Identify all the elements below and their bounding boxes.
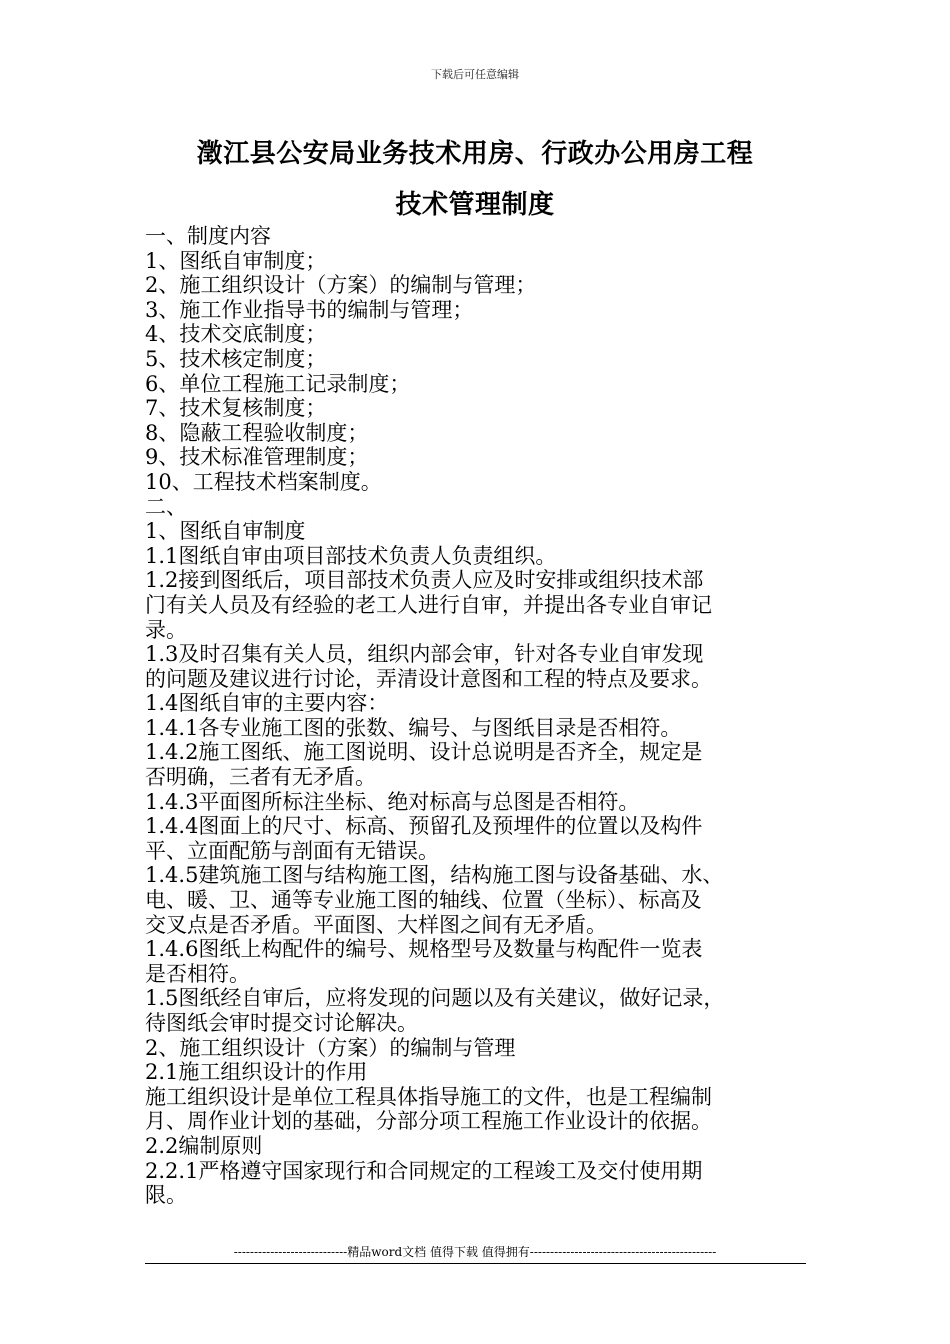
- document-body: [145, 224, 815, 1208]
- text-line: 2.2编制原则: [145, 1133, 263, 1158]
- text-line: 9、技术标准管理制度；: [145, 445, 369, 470]
- text-line: 施工组织设计是单位工程具体指导施工的文件，也是工程编制: [145, 1084, 712, 1109]
- text-line: 1.2接到图纸后，项目部技术负责人应及时安排或组织技术部: [145, 568, 704, 593]
- document-title: 澂江县公安局业务技术用房、行政办公用房工程: [196, 139, 754, 169]
- text-line: 1.1图纸自审由项目部技术负责人负责组织。: [145, 543, 557, 568]
- text-line: 电、暖、卫、通等专业施工图的轴线、位置（坐标）、标高及: [145, 888, 702, 913]
- text-line: 平、立面配筋与剖面有无错误。: [145, 838, 439, 863]
- text-line: 1.3及时召集有关人员，组织内部会审，针对各专业自审发现: [145, 642, 704, 667]
- text-line: 8、隐蔽工程验收制度；: [145, 420, 369, 445]
- text-line: 1.4.5建筑施工图与结构施工图，结构施工图与设备基础、水、: [145, 863, 724, 888]
- text-line: 1.4图纸自审的主要内容：: [145, 691, 389, 716]
- text-line: 1.4.4图面上的尺寸、标高、预留孔及预埋件的位置以及构件: [145, 814, 703, 839]
- document-subtitle: 技术管理制度: [395, 190, 555, 220]
- text-line: 交叉点是否矛盾。平面图、大样图之间有无矛盾。: [145, 912, 607, 937]
- text-line: 4、技术交底制度；: [145, 322, 327, 347]
- text-line: 2、施工组织设计（方案）的编制与管理: [145, 1035, 516, 1060]
- text-line: 2、施工组织设计（方案）的编制与管理；: [145, 273, 537, 298]
- text-line: 3、施工作业指导书的编制与管理；: [145, 297, 474, 322]
- text-line: 录。: [145, 617, 187, 642]
- text-line: 否明确，三者有无矛盾。: [145, 765, 376, 790]
- text-line: 1.4.6图纸上构配件的编号、规格型号及数量与构配件一览表: [145, 937, 703, 962]
- text-line: 2.1施工组织设计的作用: [145, 1060, 368, 1085]
- header-note: 下载后可任意编辑: [431, 68, 519, 81]
- text-line: 月、周作业计划的基础，分部分项工程施工作业设计的依据。: [145, 1109, 712, 1134]
- text-line: 1.4.2施工图纸、施工图说明、设计总说明是否齐全，规定是: [145, 740, 703, 765]
- text-line: 待图纸会审时提交讨论解决。: [145, 1011, 418, 1035]
- text-line: 门有关人员及有经验的老工人进行自审，并提出各专业自审记: [145, 592, 712, 617]
- text-line: 一、制度内容: [145, 224, 271, 248]
- text-line: 二、: [145, 494, 187, 519]
- text-line: 5、技术核定制度；: [145, 346, 327, 371]
- footer-note: ----------------------------精品word文档 值得下载 值得拥有----------------------------------------------: [233, 1245, 717, 1259]
- text-line: 1.5图纸经自审后，应将发现的问题以及有关建议，做好记录，: [145, 986, 725, 1011]
- text-line: 10、工程技术档案制度。: [145, 469, 382, 494]
- text-line: 1.4.1各专业施工图的张数、编号、与图纸目录是否相符。: [145, 715, 682, 740]
- text-line: 1、图纸自审制度；: [145, 248, 327, 273]
- text-line: 6、单位工程施工记录制度；: [145, 371, 411, 396]
- text-line: 7、技术复核制度；: [145, 396, 327, 421]
- text-line: 2.2.1严格遵守国家现行和合同规定的工程竣工及交付使用期: [145, 1158, 703, 1183]
- footer-divider: [145, 1263, 806, 1264]
- text-line: 1.4.3平面图所标注坐标、绝对标高与总图是否相符。: [145, 789, 640, 814]
- text-line: 限。: [145, 1183, 187, 1208]
- text-line: 的问题及建议进行讨论，弄清设计意图和工程的特点及要求。: [145, 666, 712, 691]
- text-line: 是否相符。: [145, 961, 250, 986]
- text-line: 1、图纸自审制度: [145, 519, 306, 544]
